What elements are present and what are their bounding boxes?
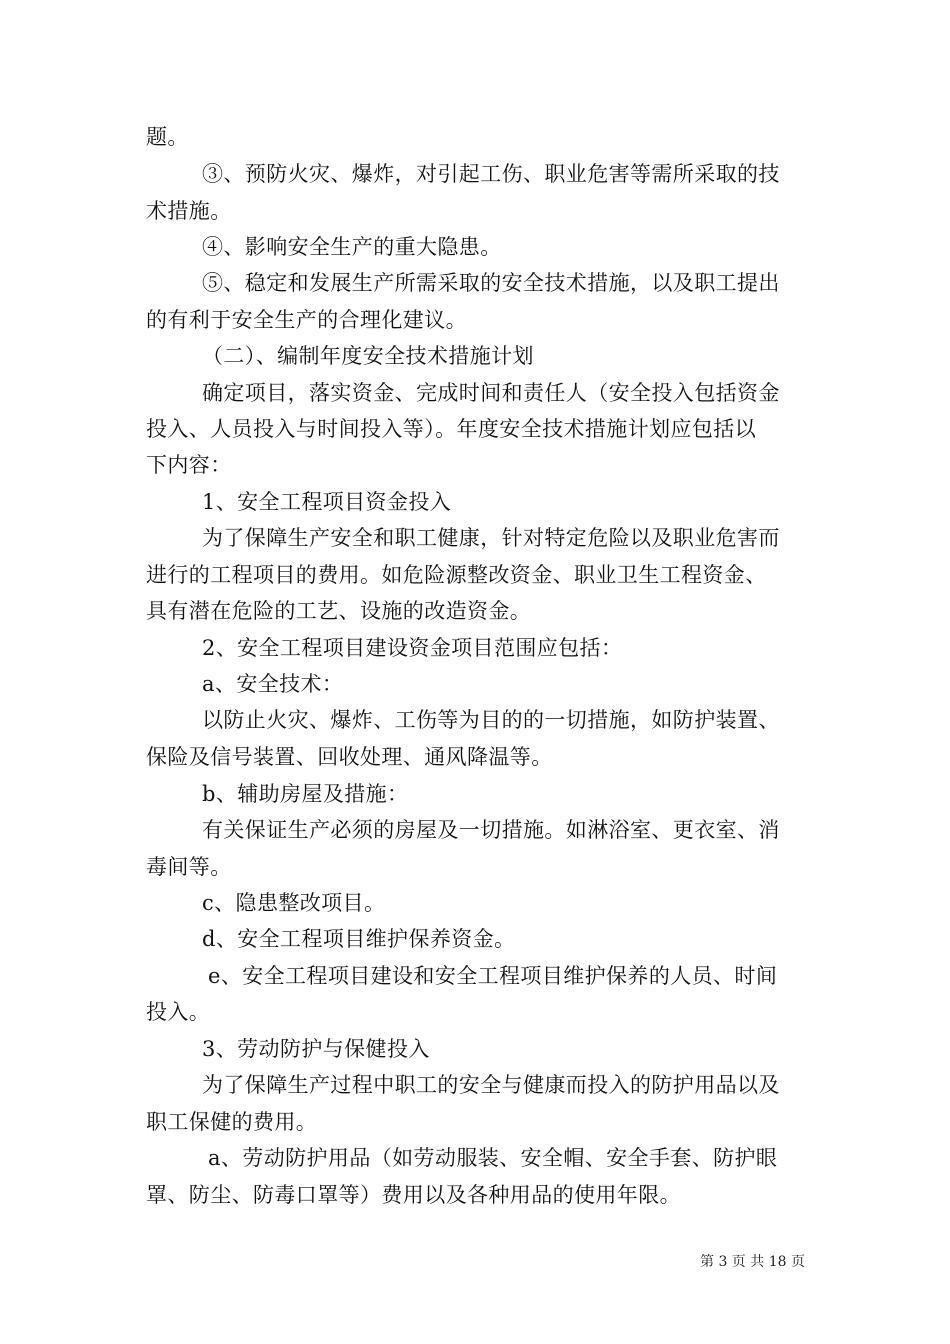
text-line: ⑤、稳定和发展生产所需采取的安全技术措施，以及职工提出 xyxy=(202,271,780,295)
text-line: ③、预防火灾、爆炸，对引起工伤、职业危害等需所采取的技 xyxy=(202,162,780,186)
text-line: 投入。 xyxy=(146,1000,211,1024)
text-line: a、劳动防护用品（如劳动服装、安全帽、安全手套、防护眼 xyxy=(208,1146,778,1170)
text-line: 保险及信号装置、回收处理、通风降温等。 xyxy=(146,745,553,769)
text-line: 以防止火灾、爆炸、工伤等为目的的一切措施，如防护装置、 xyxy=(202,708,780,732)
text-line: 进行的工程项目的费用。如危险源整改资金、职业卫生工程资金、 xyxy=(146,563,767,587)
text-line: 具有潜在危险的工艺、设施的改造资金。 xyxy=(146,599,532,623)
text-line: 有关保证生产必须的房屋及一切措施。如淋浴室、更衣室、消 xyxy=(202,818,780,842)
text-line: e、安全工程项目建设和安全工程项目维护保养的人员、时间 xyxy=(208,964,778,988)
text-line: ④、影响安全生产的重大隐患。 xyxy=(202,235,502,259)
text-line: 术措施。 xyxy=(146,199,232,223)
text-line: 题。 xyxy=(146,125,189,149)
text-line: c、隐患整改项目。 xyxy=(202,891,386,915)
text-line: a、安全技术： xyxy=(202,672,344,696)
text-line: d、安全工程项目维护保养资金。 xyxy=(202,927,516,951)
text-line: 毒间等。 xyxy=(146,855,232,879)
subsection-heading: 3、劳动防护与保健投入 xyxy=(202,1037,430,1061)
text-line: 为了保障生产过程中职工的安全与健康而投入的防护用品以及 xyxy=(202,1073,780,1097)
text-line: 下内容： xyxy=(146,453,232,477)
text-line: 职工保健的费用。 xyxy=(146,1110,318,1134)
subsection-heading: 1、安全工程项目资金投入 xyxy=(202,490,452,514)
text-line: 罩、防尘、防毒口罩等）费用以及各种用品的使用年限。 xyxy=(146,1183,681,1207)
text-line: 的有利于安全生产的合理化建议。 xyxy=(146,308,467,332)
page-number: 第 3 页 共 18 页 xyxy=(700,1254,805,1270)
text-line: b、辅助房屋及措施： xyxy=(202,782,409,806)
text-line: 确定项目，落实资金、完成时间和责任人（安全投入包括资金 xyxy=(202,381,780,405)
subsection-heading: 2、安全工程项目建设资金项目范围应包括： xyxy=(202,636,623,660)
text-line: 投入、人员投入与时间投入等）。年度安全技术措施计划应包括以 xyxy=(146,417,757,441)
section-heading: （二）、编制年度安全技术措施计划 xyxy=(202,344,534,368)
text-line: 为了保障生产安全和职工健康，针对特定危险以及职业危害而 xyxy=(202,526,780,550)
